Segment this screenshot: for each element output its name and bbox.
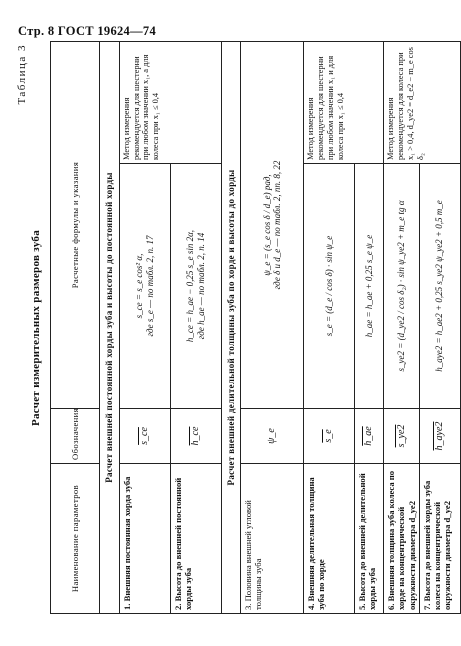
section-row xyxy=(100,42,120,614)
parameter-name: 5. Высота до внешней делительной хорды зуба xyxy=(355,464,384,614)
header-name: Наименование параметров xyxy=(51,464,100,614)
method-note: Метод измерения рекомендуется для колеса при x₁ > 0,4, d_ye2 = d_e2 − m_e cos δ₂ xyxy=(384,42,460,164)
method-note: Метод измерения рекомендуется для шестерни при любом значении x₁ и для колеса при x₁ ≤ 0,4 xyxy=(304,42,384,164)
table-title: Расчет измерительных размеров зуба xyxy=(30,229,42,427)
measurement-table xyxy=(50,41,461,614)
section-row xyxy=(221,42,241,614)
designation: h_aye2 xyxy=(419,409,460,464)
formula: s_e = (d_e / cos δ) · sin ψ_e xyxy=(304,164,355,409)
formula: s_ye2 = (d_ye2 / cos δ₂) · sin ψ_ye2 + m_e tg α xyxy=(384,164,419,409)
designation: s_ye2 xyxy=(384,409,419,464)
formula: h_ce = h_ae − 0,25 s_e sin 2α, где h_ae — по табл. 2, п. 14 xyxy=(170,164,221,409)
header-designation: Обозначения xyxy=(51,409,100,464)
designation: ψ_e xyxy=(241,409,304,464)
formula: h_ae = h_ae + 0,25 s_e ψ_e xyxy=(355,164,384,409)
table-row xyxy=(119,42,170,614)
parameter-name: 2. Высота до внешней постоянной хорды зуба xyxy=(170,464,221,614)
parameter-name: 3. Половина внешней угловой толщины зуба xyxy=(241,464,304,614)
designation: h_ae xyxy=(355,409,384,464)
table-number: Таблица 3 xyxy=(16,44,28,105)
designation: h_ce xyxy=(170,409,221,464)
table-row xyxy=(384,42,419,614)
section-title: Расчет внешней делительной толщины зуба по хорде и высоты до хорды xyxy=(221,42,241,614)
designation: s_ce xyxy=(119,409,170,464)
formula: s_ce = s_e cos² α, где s_e — по табл. 2, п. 17 xyxy=(119,164,170,409)
page-header: Стр. 8 ГОСТ 19624—74 xyxy=(18,24,156,38)
table-row xyxy=(304,42,355,614)
table-row xyxy=(241,42,304,614)
parameter-name: 7. Высота до внешней хорды зуба колеса на концентрической окружности диаметра d_ye2 xyxy=(419,464,460,614)
parameter-name: 6. Внешняя толщина зуба колеса по хорде на концентрической окружности диаметра d_ye2 xyxy=(384,464,419,614)
parameter-name: 1. Внешняя постоянная хорда зуба xyxy=(119,464,170,614)
header-formula: Расчетные формулы и указания xyxy=(51,42,100,409)
section-title: Расчет внешней постоянной хорды зуба и высоты до постоянной хорды xyxy=(100,42,120,614)
parameter-name: 4. Внешняя делительная толщина зуба по хорде xyxy=(304,464,355,614)
method-note: Метод измерения рекомендуется для шестерни при любом значении x₁, а для колеса при x₁ ≤ 0,4 xyxy=(119,42,221,164)
table-header-row xyxy=(51,42,100,614)
formula: ψ_e = (s_e cos δ / d_e) рад, где δ и d_e — по табл. 2, пп. 8, 22 xyxy=(241,42,304,409)
table-sheet xyxy=(14,42,452,614)
rotated-table-block xyxy=(14,42,452,614)
formula: h_aye2 = h_ae2 + 0,25 s_ye2 ψ_ye2 + 0,5 m_e xyxy=(419,164,460,409)
designation: s_e xyxy=(304,409,355,464)
